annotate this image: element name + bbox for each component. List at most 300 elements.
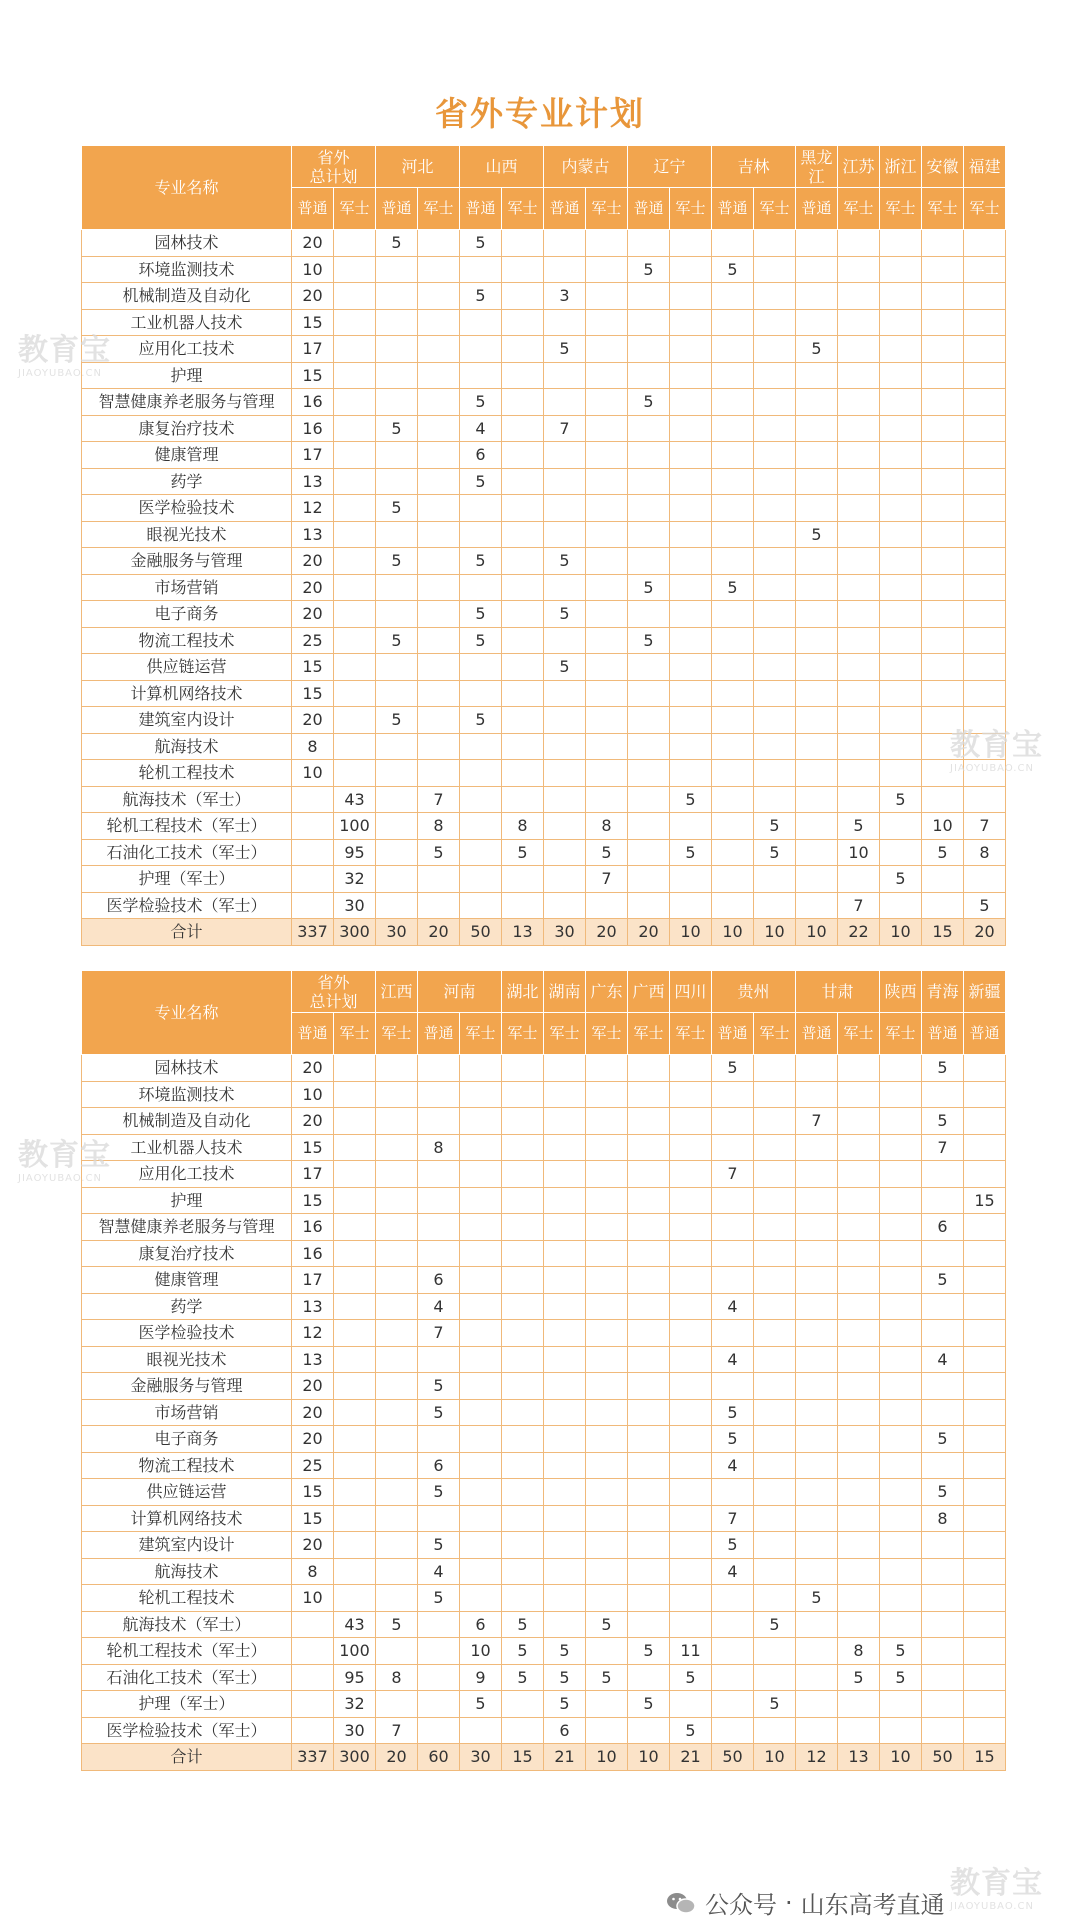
plan-cell — [964, 230, 1006, 257]
plan-cell — [586, 256, 628, 283]
plan-cell — [922, 468, 964, 495]
major-name: 健康管理 — [82, 1267, 292, 1294]
plan-cell — [838, 1611, 880, 1638]
table-row — [82, 574, 1006, 601]
plan-cell — [922, 389, 964, 416]
plan-cell — [922, 1161, 964, 1188]
plan-cell — [964, 1055, 1006, 1082]
plan-cell — [460, 521, 502, 548]
plan-cell — [502, 309, 544, 336]
plan-cell — [922, 1558, 964, 1585]
plan-cell — [754, 1108, 796, 1135]
plan-cell — [964, 601, 1006, 628]
plan-cell — [754, 601, 796, 628]
plan-cell — [754, 1346, 796, 1373]
plan-cell — [670, 309, 712, 336]
plan-cell — [880, 601, 922, 628]
plan-cell — [922, 1664, 964, 1691]
plan-cell — [880, 1293, 922, 1320]
plan-cell — [670, 1479, 712, 1506]
plan-cell: 8 — [418, 813, 460, 840]
plan-cell — [964, 1452, 1006, 1479]
plan-cell — [628, 1373, 670, 1400]
plan-cell — [502, 1267, 544, 1294]
plan-cell — [670, 521, 712, 548]
plan-cell — [838, 1585, 880, 1612]
plan-cell — [796, 1532, 838, 1559]
plan-cell — [712, 283, 754, 310]
plan-cell — [754, 1452, 796, 1479]
plan-cell — [418, 680, 460, 707]
total-cell: 30 — [376, 919, 418, 946]
plan-cell — [880, 1373, 922, 1400]
plan-cell — [586, 1161, 628, 1188]
plan-cell — [502, 230, 544, 257]
table-row — [82, 1691, 1006, 1718]
plan-cell — [670, 1187, 712, 1214]
plan-cell — [628, 707, 670, 734]
plan-cell — [586, 680, 628, 707]
plan-cell — [670, 866, 712, 893]
plan-cell — [712, 389, 754, 416]
header-province: 湖北 — [502, 971, 544, 1013]
plan-cell — [796, 1081, 838, 1108]
plan-cell — [334, 1479, 376, 1506]
major-name: 环境监测技术 — [82, 1081, 292, 1108]
total-cell: 10 — [754, 1744, 796, 1771]
plan-cell — [964, 442, 1006, 469]
plan-cell — [754, 707, 796, 734]
plan-cell — [838, 362, 880, 389]
plan-cell — [502, 389, 544, 416]
plan-cell — [712, 839, 754, 866]
plan-cell — [502, 442, 544, 469]
plan-cell — [376, 733, 418, 760]
header-type: 军士 — [502, 1013, 544, 1055]
plan-cell — [628, 892, 670, 919]
plan-cell — [880, 442, 922, 469]
plan-cell — [460, 1505, 502, 1532]
plan-cell — [586, 627, 628, 654]
header-type: 军士 — [628, 1013, 670, 1055]
plan-cell — [586, 892, 628, 919]
total-cell: 30 — [544, 919, 586, 946]
plan-cell — [796, 627, 838, 654]
major-name: 医学检验技术 — [82, 495, 292, 522]
plan-cell — [754, 1055, 796, 1082]
plan-cell: 5 — [418, 1373, 460, 1400]
plan-cell — [376, 336, 418, 363]
plan-cell — [628, 309, 670, 336]
plan-cell — [922, 1585, 964, 1612]
plan-cell — [712, 1187, 754, 1214]
plan-cell — [712, 707, 754, 734]
plan-cell — [334, 1558, 376, 1585]
plan-cell — [334, 574, 376, 601]
plan-cell — [544, 495, 586, 522]
plan-cell — [880, 230, 922, 257]
plan-cell — [712, 362, 754, 389]
header-province: 青海 — [922, 971, 964, 1013]
plan-cell — [628, 336, 670, 363]
plan-cell — [502, 1320, 544, 1347]
watermark-logo: 教育宝 JIAOYUBAO.CN — [18, 1138, 111, 1184]
major-name: 工业机器人技术 — [82, 309, 292, 336]
plan-cell: 10 — [922, 813, 964, 840]
plan-cell — [502, 760, 544, 787]
total-cell: 10 — [670, 919, 712, 946]
plan-cell — [964, 1717, 1006, 1744]
plan-cell — [754, 1399, 796, 1426]
plan-cell — [712, 892, 754, 919]
plan-cell — [502, 468, 544, 495]
plan-cell — [334, 442, 376, 469]
plan-cell: 8 — [292, 733, 334, 760]
plan-cell — [418, 1505, 460, 1532]
plan-cell — [502, 1717, 544, 1744]
plan-cell — [502, 601, 544, 628]
plan-cell: 8 — [964, 839, 1006, 866]
plan-cell — [586, 1426, 628, 1453]
table-row — [82, 1664, 1006, 1691]
plan-cell — [292, 866, 334, 893]
table-row — [82, 1638, 1006, 1665]
plan-cell — [460, 256, 502, 283]
header-type: 普通 — [922, 1013, 964, 1055]
plan-cell — [586, 1346, 628, 1373]
plan-cell: 5 — [460, 1691, 502, 1718]
header-type: 军士 — [376, 1013, 418, 1055]
plan-cell — [796, 362, 838, 389]
total-cell: 20 — [376, 1744, 418, 1771]
header-major-name: 专业名称 — [82, 971, 292, 1055]
plan-cell — [628, 1558, 670, 1585]
plan-cell — [628, 601, 670, 628]
footer-prefix: 公众号 — [705, 1891, 777, 1919]
plan-cell: 8 — [418, 1134, 460, 1161]
plan-cell — [628, 1452, 670, 1479]
plan-cell — [628, 1161, 670, 1188]
plan-cell — [334, 733, 376, 760]
plan-cell — [670, 1214, 712, 1241]
plan-cell — [544, 1479, 586, 1506]
plan-cell — [712, 495, 754, 522]
out-of-province-plan-table-1 — [81, 145, 1006, 946]
plan-cell — [670, 1373, 712, 1400]
plan-cell — [796, 1161, 838, 1188]
plan-cell — [460, 1240, 502, 1267]
plan-cell — [418, 230, 460, 257]
plan-cell — [754, 1293, 796, 1320]
plan-cell — [838, 1187, 880, 1214]
table-row — [82, 389, 1006, 416]
header-province: 河南 — [418, 971, 502, 1013]
plan-cell — [670, 230, 712, 257]
plan-cell — [922, 521, 964, 548]
plan-cell — [544, 760, 586, 787]
plan-cell — [880, 1452, 922, 1479]
plan-cell — [586, 1717, 628, 1744]
plan-cell — [670, 601, 712, 628]
plan-cell — [628, 1293, 670, 1320]
total-cell: 10 — [796, 919, 838, 946]
plan-cell — [586, 1558, 628, 1585]
plan-cell: 5 — [544, 1691, 586, 1718]
plan-cell — [460, 1426, 502, 1453]
plan-cell — [838, 1214, 880, 1241]
plan-cell — [544, 1081, 586, 1108]
plan-cell — [502, 495, 544, 522]
plan-cell — [586, 733, 628, 760]
plan-cell — [544, 1505, 586, 1532]
plan-cell — [418, 283, 460, 310]
plan-cell — [586, 707, 628, 734]
plan-cell — [964, 1293, 1006, 1320]
plan-cell — [754, 548, 796, 575]
plan-cell — [796, 786, 838, 813]
plan-cell — [586, 362, 628, 389]
major-name: 石油化工技术（军士） — [82, 839, 292, 866]
plan-cell — [628, 786, 670, 813]
plan-cell — [712, 1479, 754, 1506]
plan-cell — [628, 1346, 670, 1373]
plan-cell — [502, 1532, 544, 1559]
plan-cell — [964, 362, 1006, 389]
plan-cell — [334, 654, 376, 681]
plan-cell — [922, 1081, 964, 1108]
plan-cell — [796, 1611, 838, 1638]
table-row — [82, 336, 1006, 363]
plan-cell — [502, 680, 544, 707]
total-cell: 13 — [838, 1744, 880, 1771]
plan-cell — [628, 1717, 670, 1744]
plan-cell — [376, 362, 418, 389]
plan-cell: 4 — [712, 1558, 754, 1585]
header-province: 广西 — [628, 971, 670, 1013]
plan-cell — [796, 680, 838, 707]
plan-cell — [754, 1320, 796, 1347]
plan-cell — [880, 415, 922, 442]
plan-cell — [670, 1161, 712, 1188]
plan-cell — [544, 574, 586, 601]
plan-cell — [670, 548, 712, 575]
plan-cell — [376, 813, 418, 840]
table-row — [82, 283, 1006, 310]
plan-cell: 10 — [460, 1638, 502, 1665]
plan-cell — [712, 1320, 754, 1347]
plan-cell — [922, 1611, 964, 1638]
plan-cell — [460, 495, 502, 522]
plan-cell: 5 — [712, 574, 754, 601]
plan-cell — [334, 1081, 376, 1108]
plan-cell — [754, 866, 796, 893]
table-row — [82, 230, 1006, 257]
table-row — [82, 839, 1006, 866]
plan-cell — [712, 654, 754, 681]
plan-cell — [376, 601, 418, 628]
plan-cell: 12 — [292, 495, 334, 522]
plan-cell — [964, 548, 1006, 575]
plan-cell — [754, 1505, 796, 1532]
plan-cell: 95 — [334, 1664, 376, 1691]
plan-cell — [712, 1081, 754, 1108]
table-row — [82, 680, 1006, 707]
table-row — [82, 813, 1006, 840]
plan-cell — [922, 548, 964, 575]
total-cell: 20 — [964, 919, 1006, 946]
plan-cell — [964, 1691, 1006, 1718]
total-cell: 10 — [712, 919, 754, 946]
total-cell: 50 — [922, 1744, 964, 1771]
plan-cell — [460, 1161, 502, 1188]
plan-cell — [502, 548, 544, 575]
header-province: 湖南 — [544, 971, 586, 1013]
plan-cell — [628, 1240, 670, 1267]
header-type: 普通 — [712, 188, 754, 230]
plan-cell: 6 — [418, 1267, 460, 1294]
plan-cell: 4 — [712, 1293, 754, 1320]
plan-cell — [880, 389, 922, 416]
table-row — [82, 1558, 1006, 1585]
plan-cell — [754, 680, 796, 707]
plan-cell: 5 — [922, 1267, 964, 1294]
plan-cell — [964, 627, 1006, 654]
plan-cell — [838, 1532, 880, 1559]
watermark-logo: 教育宝 JIAOYUBAO.CN — [18, 333, 111, 379]
plan-cell — [670, 415, 712, 442]
plan-cell — [838, 336, 880, 363]
major-name: 护理 — [82, 362, 292, 389]
plan-cell — [418, 548, 460, 575]
plan-cell — [670, 574, 712, 601]
plan-cell: 5 — [502, 1638, 544, 1665]
plan-cell: 13 — [292, 1293, 334, 1320]
plan-cell — [838, 415, 880, 442]
plan-cell — [754, 230, 796, 257]
plan-cell — [922, 336, 964, 363]
plan-cell — [670, 256, 712, 283]
plan-cell — [418, 574, 460, 601]
plan-cell — [922, 680, 964, 707]
table-row — [82, 1320, 1006, 1347]
plan-cell — [586, 1320, 628, 1347]
plan-cell — [418, 521, 460, 548]
plan-cell — [586, 760, 628, 787]
plan-cell — [712, 786, 754, 813]
plan-cell: 43 — [334, 786, 376, 813]
header-type: 军士 — [670, 188, 712, 230]
plan-cell — [418, 1214, 460, 1241]
plan-cell — [628, 362, 670, 389]
plan-cell — [838, 256, 880, 283]
plan-cell — [586, 442, 628, 469]
plan-cell — [376, 1452, 418, 1479]
table-row — [82, 1399, 1006, 1426]
plan-cell — [922, 574, 964, 601]
table-row — [82, 1108, 1006, 1135]
plan-cell — [796, 548, 838, 575]
plan-cell — [880, 813, 922, 840]
plan-cell — [502, 627, 544, 654]
plan-cell — [796, 1055, 838, 1082]
plan-cell — [922, 256, 964, 283]
table-row — [82, 892, 1006, 919]
plan-cell — [544, 1161, 586, 1188]
plan-cell — [418, 1717, 460, 1744]
total-cell: 12 — [796, 1744, 838, 1771]
plan-cell — [838, 574, 880, 601]
plan-cell — [670, 1081, 712, 1108]
plan-cell — [880, 256, 922, 283]
plan-cell — [838, 680, 880, 707]
plan-cell — [964, 680, 1006, 707]
plan-cell — [418, 1240, 460, 1267]
plan-cell: 15 — [292, 1134, 334, 1161]
plan-cell — [880, 1187, 922, 1214]
table-row — [82, 1479, 1006, 1506]
plan-cell — [880, 1240, 922, 1267]
plan-cell — [376, 521, 418, 548]
header-type: 普通 — [796, 188, 838, 230]
plan-cell: 5 — [544, 1664, 586, 1691]
plan-cell: 100 — [334, 1638, 376, 1665]
plan-cell — [754, 627, 796, 654]
plan-cell: 5 — [922, 839, 964, 866]
plan-cell — [922, 1399, 964, 1426]
plan-cell — [754, 521, 796, 548]
total-cell: 13 — [502, 919, 544, 946]
plan-cell — [502, 1585, 544, 1612]
table-row — [82, 415, 1006, 442]
plan-cell — [376, 1320, 418, 1347]
plan-cell — [964, 1505, 1006, 1532]
plan-cell — [418, 389, 460, 416]
plan-cell — [628, 866, 670, 893]
plan-cell — [754, 654, 796, 681]
plan-cell — [460, 1558, 502, 1585]
plan-cell: 5 — [376, 548, 418, 575]
plan-cell — [712, 1134, 754, 1161]
plan-cell: 15 — [292, 654, 334, 681]
plan-cell — [334, 760, 376, 787]
table-row — [82, 601, 1006, 628]
watermark-logo: 教育宝 JIAOYUBAO.CN — [950, 1866, 1043, 1912]
plan-cell — [586, 1532, 628, 1559]
footer-account: 山东高考直通 — [800, 1891, 945, 1919]
table-row — [82, 1611, 1006, 1638]
plan-cell — [754, 1161, 796, 1188]
header-province: 四川 — [670, 971, 712, 1013]
major-name: 石油化工技术（军士） — [82, 1664, 292, 1691]
plan-cell — [670, 680, 712, 707]
plan-cell — [292, 1611, 334, 1638]
plan-cell — [922, 1320, 964, 1347]
plan-cell — [502, 1293, 544, 1320]
total-cell: 10 — [586, 1744, 628, 1771]
plan-cell — [418, 627, 460, 654]
plan-cell — [502, 1373, 544, 1400]
plan-cell — [838, 1320, 880, 1347]
major-name: 园林技术 — [82, 230, 292, 257]
header-province: 广东 — [586, 971, 628, 1013]
plan-cell — [712, 1638, 754, 1665]
plan-cell — [586, 1691, 628, 1718]
plan-cell — [628, 468, 670, 495]
plan-cell — [964, 866, 1006, 893]
plan-cell — [796, 892, 838, 919]
plan-cell — [502, 1161, 544, 1188]
plan-cell — [502, 1505, 544, 1532]
